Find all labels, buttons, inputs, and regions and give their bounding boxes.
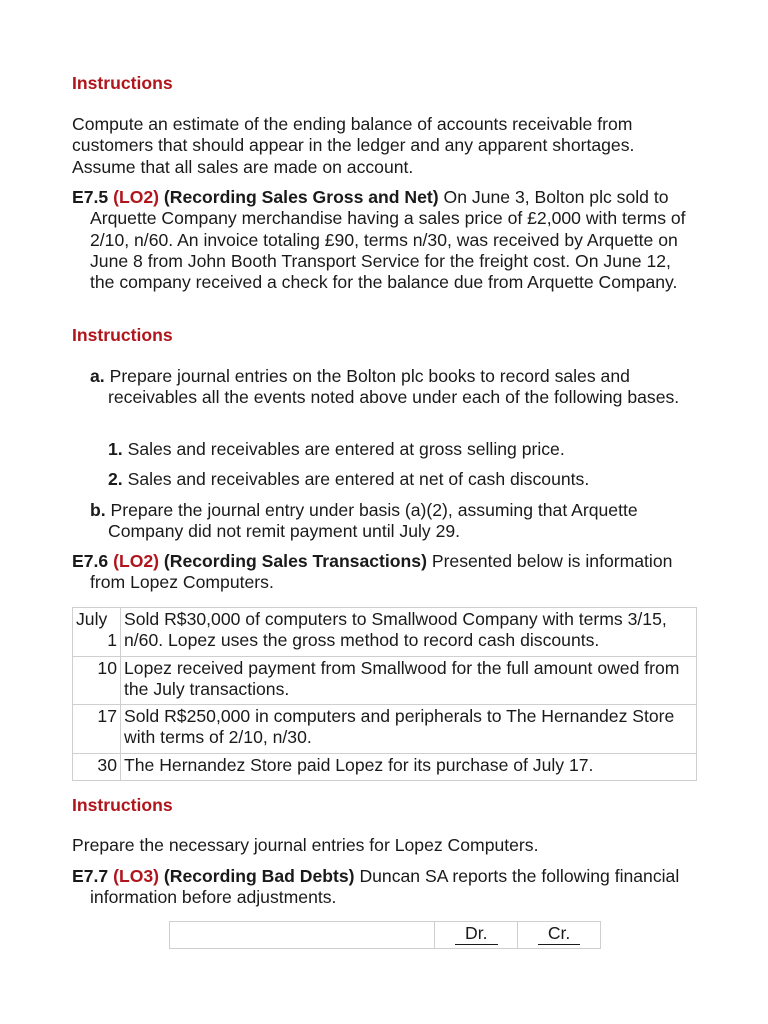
table-row	[73, 608, 697, 657]
date-cell	[73, 608, 121, 657]
exercise-title: (Recording Bad Debts)	[163, 866, 355, 886]
instructions-heading-1: Instructions	[72, 73, 173, 93]
date-cell	[73, 705, 121, 754]
table-row	[73, 656, 697, 705]
instructions-heading-2: Instructions	[72, 325, 173, 345]
part-b-label: b.	[90, 500, 106, 520]
credit-column-header	[518, 922, 601, 949]
part-a	[90, 366, 694, 409]
part-a-2	[108, 469, 694, 490]
instructions-heading-3: Instructions	[72, 795, 173, 815]
label-column-header	[170, 922, 435, 949]
instructions-text-1: Compute an estimate of the ending balance of accounts receivable from customers that should appear in the ledger and any apparent shortages. Assume that all sales are made on account.	[72, 114, 635, 177]
table-header-row	[170, 922, 601, 949]
part-a-1	[108, 439, 694, 460]
exercise-title: (Recording Sales Transactions)	[163, 551, 427, 571]
part-a-2-text: Sales and receivables are entered at net of cash discounts.	[127, 469, 590, 489]
part-a-1-text: Sales and receivables are entered at gross selling price.	[127, 439, 565, 459]
learning-objective: (LO2)	[113, 187, 160, 207]
part-b	[90, 500, 694, 543]
instructions-text-3: Prepare the necessary journal entries for Lopez Computers.	[72, 835, 539, 855]
description-cell: Lopez received payment from Smallwood for the full amount owed from the July transactions.	[121, 656, 697, 705]
exercise-number: E7.5	[72, 187, 109, 207]
credit-label: Cr.	[538, 922, 580, 945]
debit-label: Dr.	[455, 922, 497, 945]
day-label: 17	[97, 706, 117, 727]
exercise-title: (Recording Sales Gross and Net)	[163, 187, 439, 207]
part-a-text: Prepare journal entries on the Bolton plc books to record sales and receivables all the events noted above under each of the following bases.	[108, 366, 680, 408]
day-label: 10	[97, 657, 117, 678]
date-cell	[73, 753, 121, 780]
exercise-text: Duncan SA reports the following financial information before adjustments.	[90, 866, 680, 908]
description-cell: The Hernandez Store paid Lopez for its purchase of July 17.	[121, 753, 697, 780]
part-a-1-label: 1.	[108, 439, 123, 459]
day-label: 30	[97, 754, 117, 775]
exercise-e7-7	[72, 866, 694, 909]
day-label: 1	[107, 630, 117, 651]
description-cell: Sold R$250,000 in computers and peripherals to The Hernandez Store with terms of 2/10, n/30.	[121, 705, 697, 754]
learning-objective: (LO2)	[113, 551, 160, 571]
debit-column-header	[435, 922, 518, 949]
learning-objective: (LO3)	[113, 866, 160, 886]
exercise-e7-6	[72, 551, 694, 594]
part-b-text: Prepare the journal entry under basis (a)(2), assuming that Arquette Company did not remit payment until July 29.	[108, 500, 638, 542]
exercise-text: Presented below is information from Lopez Computers.	[90, 551, 673, 593]
part-a-2-label: 2.	[108, 469, 123, 489]
table-row	[73, 705, 697, 754]
exercise-number: E7.7	[72, 866, 109, 886]
month-label: July	[76, 609, 108, 629]
exercise-e7-5	[72, 187, 694, 293]
exercise-number: E7.6	[72, 551, 109, 571]
description-cell: Sold R$30,000 of computers to Smallwood Company with terms 3/15, n/60. Lopez uses the gross method to record cash discounts.	[121, 608, 697, 657]
exercise-text: On June 3, Bolton plc sold to Arquette Company merchandise having a sales price of £2,000 with terms of 2/10, n/60. An invoice totaling £90, terms n/30, was received by Arquette on June 8 from John Booth Transport Service for the freight cost. On June 12, the company received a check for the balance due from Arquette Company.	[90, 187, 686, 293]
table-row	[73, 753, 697, 780]
financial-info-table	[169, 921, 601, 949]
transactions-table	[72, 607, 697, 781]
part-a-label: a.	[90, 366, 105, 386]
date-cell	[73, 656, 121, 705]
